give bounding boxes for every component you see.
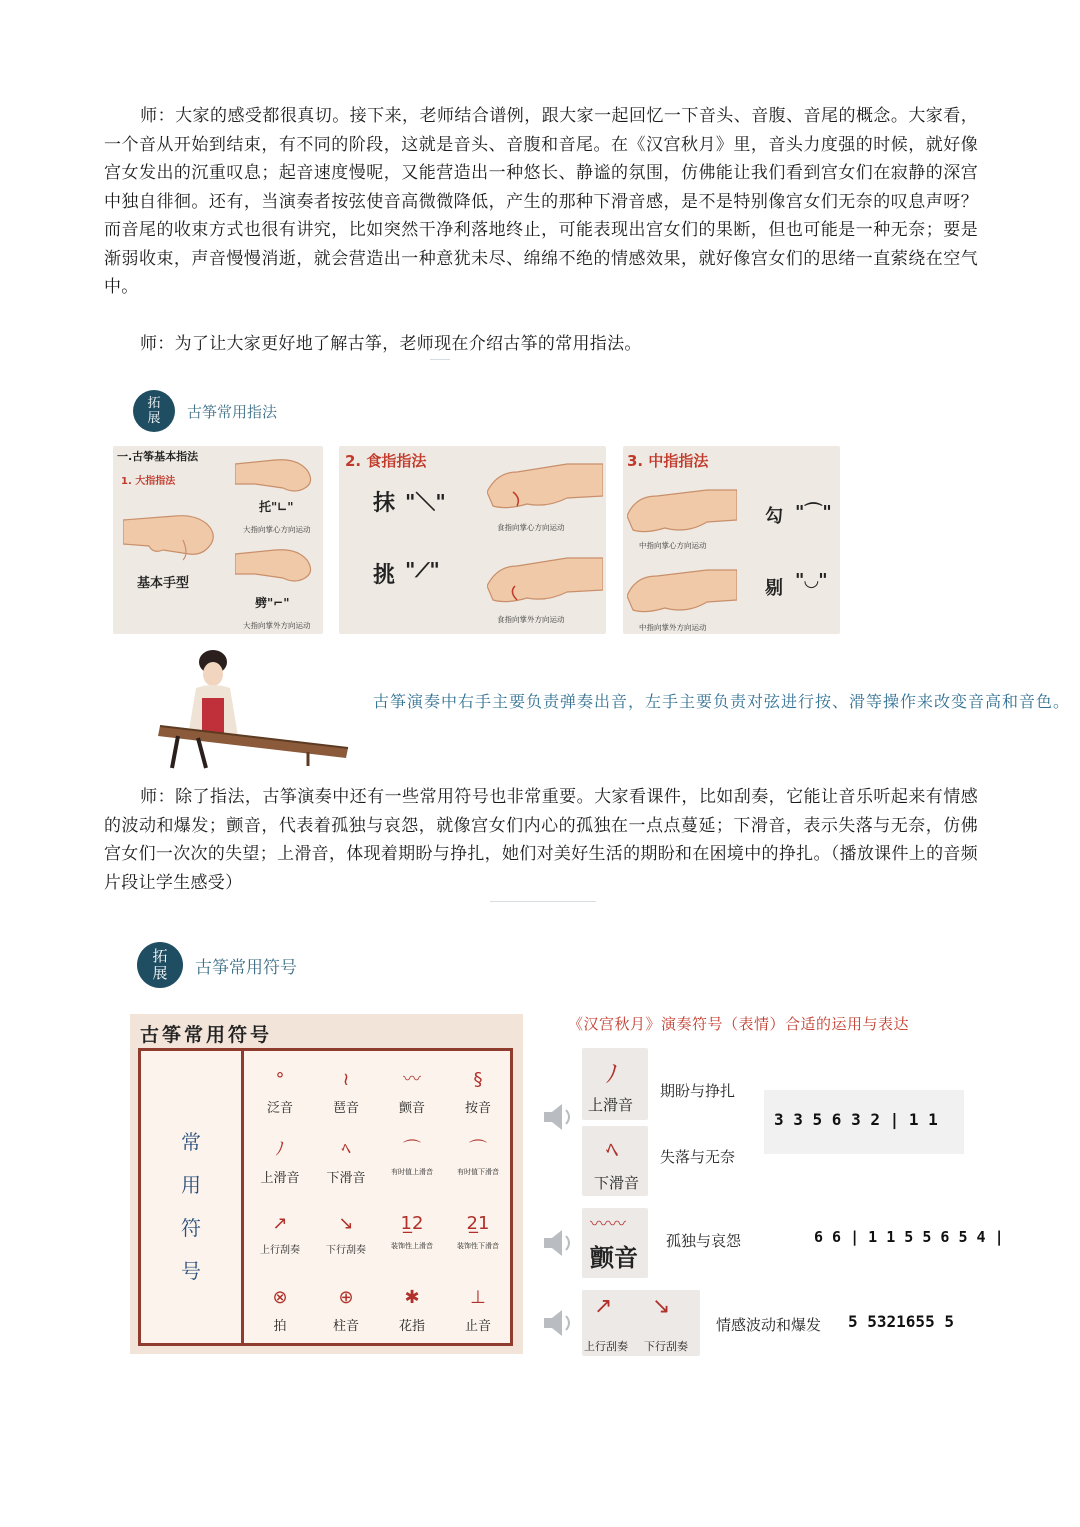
symbol-cell (379, 1135, 445, 1177)
slide-down-icon: ﾍ (606, 1136, 618, 1164)
symbol-label: 按音 (464, 1101, 491, 1116)
symbols-paragraph-text: 师：除了指法，古筝演奏中还有一些常用符号也非常重要。大家看课件，比如刮奏，它能让音乐听起来有情感的波动和爆发；颤音，代表着孤独与哀怨，就像宫女们内心的孤独在一点点蔓延；下滑音，表示失落与无奈，仿佛宫女们一次次的失望；上滑音，体现着期盼与挣扎，她们对美好生活的期盼和在困境中的挣扎。（播放课件上的音频片段让学生感受） (104, 787, 978, 893)
glissando-up-icon: ↗ (272, 1213, 288, 1234)
slide-down-icon: ﾍ (341, 1139, 351, 1160)
flower-finger-icon: ✱ (404, 1287, 420, 1308)
arpeggio-icon: ≀ (342, 1069, 350, 1090)
tiao-desc: 食指向掌外方向运动 (497, 615, 565, 624)
pi-hand-image (235, 546, 315, 586)
gou-label: 勾 (765, 506, 783, 527)
symbol-cell (247, 1135, 313, 1186)
fingering-intro-text: 师：为了让大家更好地了解古筝，老师现在介绍古筝的常用指法。 (140, 334, 642, 354)
symbol-label: 花指 (398, 1319, 425, 1334)
hands-note (373, 690, 1070, 713)
badge-char-top: 拓 (147, 396, 161, 411)
timed-slide-down-icon: ⌒ (469, 1139, 487, 1160)
glissando-card (582, 1290, 700, 1356)
glissando-down-icon: ↘ (338, 1213, 354, 1234)
speaker-icon[interactable] (540, 1226, 574, 1260)
symbol-label: 泛音 (266, 1101, 293, 1116)
symbols-paragraph (104, 783, 978, 897)
slide-down-card (582, 1126, 648, 1196)
panel3-title: 3. 中指指法 (627, 452, 709, 470)
divider (490, 901, 596, 902)
tremolo-icon: 〰〰 (590, 1214, 626, 1235)
gou-desc: 中指向掌心方向运动 (639, 541, 707, 550)
score-excerpt: 3 3 5 6 3 2 | 1 1 (774, 1110, 938, 1129)
section-title-fingering: 古筝常用指法 (187, 402, 278, 421)
meaning-text: 失落与无奈 (660, 1148, 736, 1166)
panel2-title: 2. 食指指法 (345, 452, 427, 470)
section-badge-symbols (137, 942, 297, 988)
guzheng-player-image (158, 648, 352, 772)
symbol-label: 下滑音 (594, 1174, 640, 1192)
timed-slide-up-icon: ⌒ (403, 1139, 421, 1160)
mo-desc: 食指向掌心方向运动 (497, 523, 565, 532)
glissando-down-icon: ↘ (652, 1294, 671, 1319)
symbol-label: 上滑音 (260, 1171, 300, 1186)
tiao-label: 挑 (373, 563, 396, 588)
divider (241, 1051, 244, 1343)
basic-hand-image (123, 510, 219, 562)
intro-paragraph-text: 师：大家的感受都很真切。接下来，老师结合谱例，跟大家一起回忆一下音头、音腹、音尾的概念。大家看，一个音从开始到结束，有不同的阶段，这就是音头、音腹和音尾。在《汉宫秋月》里，音头力度强的时候，就好像宫女发出的沉重叹息；起音速度慢呢，又能营造出一种悠长、静谧的氛围，仿佛能让我们看到宫女们在寂静的深宫中独自徘徊。还有，当演奏者按弦使音高微微降低，产生的那种下滑音感，是不是特别像宫女们无奈的叹息声呀？而音尾的收束方式也很有讲究，比如突然干净利落地终止，可能表现出宫女们的果断，但也可能是一种无奈；要是渐弱收束，声音慢慢消逝，就会营造出一种意犹未尽、绵绵不绝的情感效果，就好像宫女们的思绪一直萦绕在空气中。 (104, 106, 978, 297)
meaning-text: 情感波动和爆发 (716, 1316, 822, 1334)
gou-hand-image (627, 482, 737, 538)
divider (430, 359, 450, 360)
symbol-cell (379, 1283, 445, 1334)
tremolo-card (582, 1208, 648, 1278)
grace-slide-up-icon: 1̲2 (400, 1213, 424, 1234)
press-note-icon: § (473, 1069, 483, 1090)
panel-index-fingering (339, 446, 606, 634)
section-title-symbols: 古筝常用符号 (195, 957, 297, 978)
badge-char-top: 拓 (152, 947, 168, 965)
panel1-subtitle: 1. 大指指法 (121, 476, 176, 487)
side-char: 常 (181, 1130, 201, 1154)
speaker-icon[interactable] (540, 1100, 574, 1134)
symbol-table-side-label (171, 1121, 211, 1293)
score-excerpt: 6 6 | 1 1 5 5 6 5 4 | (814, 1228, 1004, 1246)
pi-desc: 大指向掌外方向运动 (243, 621, 311, 630)
symbol-cell (313, 1135, 379, 1186)
symbol-label: 拍 (273, 1319, 287, 1334)
symbol-cell (313, 1065, 379, 1116)
grace-slide-down-icon: 2̲1 (466, 1213, 490, 1234)
symbol-label: 下行刮奏 (644, 1340, 688, 1353)
symbol-label: 柱音 (332, 1319, 359, 1334)
hands-note-text: 古筝演奏中右手主要负责弹奏出音，左手主要负责对弦进行按、滑等操作来改变音高和音色。 (373, 692, 1071, 711)
panel-middle-fingering (623, 446, 840, 634)
symbol-label: 上行刮奏 (584, 1340, 628, 1353)
symbol-label: 琶音 (332, 1101, 359, 1116)
symbol-table (130, 1014, 523, 1354)
badge-circle (137, 942, 183, 988)
mo-hand-image (487, 452, 603, 516)
badge-circle (133, 390, 175, 432)
meaning-text: 孤独与哀怨 (666, 1232, 742, 1250)
ti-hand-image (627, 562, 737, 618)
slide-up-icon: ﾉ (275, 1139, 285, 1160)
symbol-label: 下行刮奏 (326, 1245, 366, 1256)
tiao-hand-image (487, 546, 603, 610)
meaning-text: 期盼与挣扎 (660, 1082, 736, 1100)
score-excerpt: 5 5321655 5 (848, 1312, 954, 1331)
tremolo-icon: 〰 (403, 1069, 421, 1090)
tiao-symbol: "⟋" (405, 558, 440, 582)
symbol-label: 装饰性上滑音 (391, 1242, 433, 1250)
mo-symbol: "＼" (405, 490, 446, 514)
pi-label: 劈"⌐" (255, 596, 290, 610)
intro-paragraph (104, 102, 978, 302)
tuo-desc: 大指向掌心方向运动 (243, 525, 311, 534)
symbol-label: 下滑音 (326, 1171, 366, 1186)
pat-icon: ⊗ (272, 1287, 288, 1308)
tuo-label: 托"∟" (259, 500, 294, 514)
side-char: 符 (181, 1216, 201, 1240)
symbol-table-frame (138, 1048, 513, 1346)
speaker-icon[interactable] (540, 1306, 574, 1340)
gou-symbol: "⌒" (795, 502, 832, 523)
glissando-up-icon: ↗ (594, 1294, 613, 1319)
expression-title: 《汉宫秋月》演奏符号（表情）合适的运用与表达 (568, 1015, 910, 1033)
side-char: 号 (181, 1259, 201, 1283)
symbol-cell (247, 1283, 313, 1334)
symbol-label: 装饰性下滑音 (457, 1242, 499, 1250)
symbol-label: 颤音 (590, 1244, 638, 1272)
symbol-label: 有时值上滑音 (391, 1168, 433, 1176)
ti-label: 剔 (765, 578, 783, 599)
symbol-cell (247, 1065, 313, 1116)
column-note-icon: ⊕ (338, 1287, 354, 1308)
panel1-title: 一.古筝基本指法 (117, 450, 199, 463)
symbol-cell (445, 1135, 511, 1177)
symbol-cell (445, 1283, 511, 1334)
symbol-label: 上行刮奏 (260, 1245, 300, 1256)
basic-hand-label: 基本手型 (137, 576, 190, 591)
panel-thumb-fingering (113, 446, 323, 634)
stop-note-icon: ⊥ (470, 1287, 486, 1308)
tuo-hand-image (235, 454, 315, 498)
ti-symbol: "◡" (795, 570, 828, 591)
symbol-cell (313, 1209, 379, 1256)
symbol-label: 颤音 (398, 1101, 425, 1116)
side-char: 用 (181, 1173, 201, 1197)
symbol-cell (445, 1209, 511, 1251)
fingering-intro-paragraph (104, 330, 978, 359)
section-badge-fingering (133, 390, 277, 432)
mo-label: 抹 (373, 491, 396, 516)
symbol-label: 止音 (464, 1319, 491, 1334)
badge-char-bottom: 展 (152, 964, 168, 982)
symbol-cell (247, 1209, 313, 1256)
symbol-cell (379, 1065, 445, 1116)
symbol-cell (313, 1283, 379, 1334)
symbol-cell (445, 1065, 511, 1116)
badge-char-bottom: 展 (147, 411, 161, 426)
slide-up-card (582, 1048, 648, 1120)
harmonic-icon: ° (275, 1069, 285, 1090)
symbol-label: 有时值下滑音 (457, 1168, 499, 1176)
ti-desc: 中指向掌外方向运动 (639, 623, 707, 632)
symbol-cell (379, 1209, 445, 1251)
slide-up-icon: ﾉ (606, 1060, 618, 1088)
symbol-label: 上滑音 (588, 1096, 634, 1114)
symbol-table-heading: 古筝常用符号 (140, 1024, 273, 1046)
